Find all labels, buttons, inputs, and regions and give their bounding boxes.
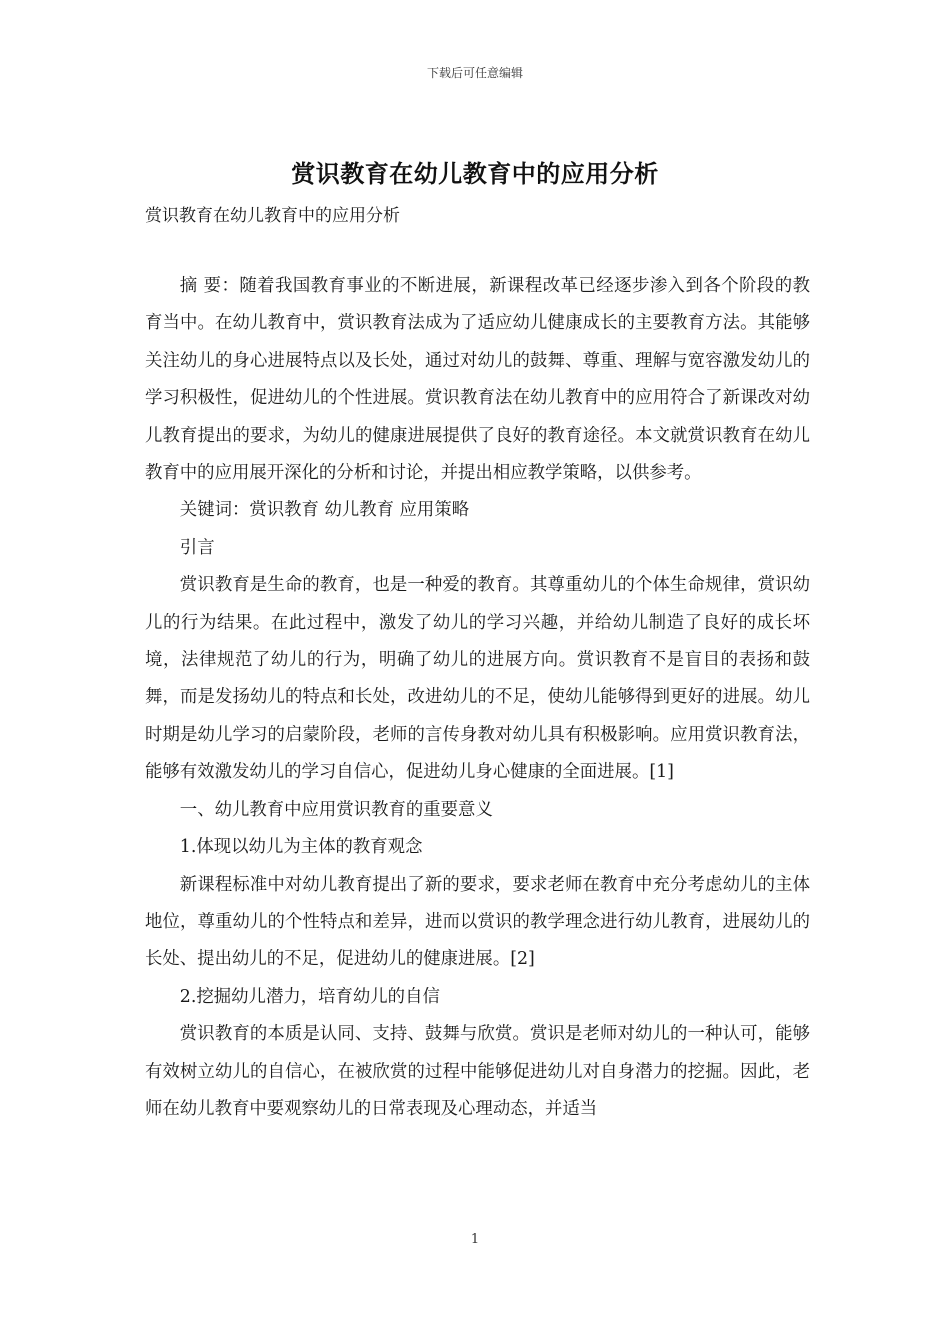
header-note: 下载后可任意编辑 (426, 66, 523, 80)
section1-heading: 一、幼儿教育中应用赏识教育的重要意义 (179, 799, 493, 820)
keywords-line: 关键词：赏识教育 幼儿教育 应用策略 (179, 500, 470, 521)
subsection2-heading: 2.挖掘幼儿潜力，培育幼儿的自信 (179, 986, 440, 1007)
intro-heading: 引言 (179, 537, 215, 558)
subsection1-heading: 1.体现以幼儿为主体的教育观念 (179, 837, 423, 858)
subsection2-paragraph: 赏识教育的本质是认同、支持、鼓舞与欣赏。赏识是老师对幼儿的一种认可，能够有效树立幼儿的自信心，在被欣赏的过程中能够促进幼儿对自身潜力的挖掘。因此，老师在幼儿教育中要观察幼儿的日常表现及心理动态，并适当 (145, 1024, 810, 1119)
subsection1-paragraph: 新课程标准中对幼儿教育提出了新的要求，要求老师在教育中充分考虑幼儿的主体地位，尊重幼儿的个性特点和差异，进而以赏识的教学理念进行幼儿教育，进展幼儿的长处、提出幼儿的不足，促进幼儿的健康进展。[2] (145, 874, 810, 970)
abstract-paragraph: 摘 要：随着我国教育事业的不断进展，新课程改革已经逐步渗入到各个阶段的教育当中。在幼儿教育中，赏识教育法成为了适应幼儿健康成长的主要教育方法。其能够关注幼儿的身心进展特点以及长处，通过对幼儿的鼓舞、尊重、理解与宽容激发幼儿的学习积极性，促进幼儿的个性进展。赏识教育法在幼儿教育中的应用符合了新课改对幼儿教育提出的要求，为幼儿的健康进展提供了良好的教育途径。本文就赏识教育在幼儿教育中的应用展开深化的分析和讨论，并提出相应教学策略，以供参考。 (145, 276, 810, 484)
document-subtitle: 赏识教育在幼儿教育中的应用分析 (145, 206, 400, 226)
document-body (145, 268, 810, 1128)
intro-paragraph: 赏识教育是生命的教育，也是一种爱的教育。其尊重幼儿的个体生命规律，赏识幼儿的行为结果。在此过程中，激发了幼儿的学习兴趣，并给幼儿制造了良好的成长坏境，法律规范了幼儿的行为，明确了幼儿的进展方向。赏识教育不是盲目的表扬和鼓舞，而是发扬幼儿的特点和长处，改进幼儿的不足，使幼儿能够得到更好的进展。幼儿时期是幼儿学习的启蒙阶段，老师的言传身教对幼儿具有积极影响。应用赏识教育法，能够有效激发幼儿的学习自信心，促进幼儿身心健康的全面进展。[1] (145, 575, 810, 783)
page-number: 1 (470, 1232, 480, 1247)
document-title: 赏识教育在幼儿教育中的应用分析 (291, 159, 659, 188)
